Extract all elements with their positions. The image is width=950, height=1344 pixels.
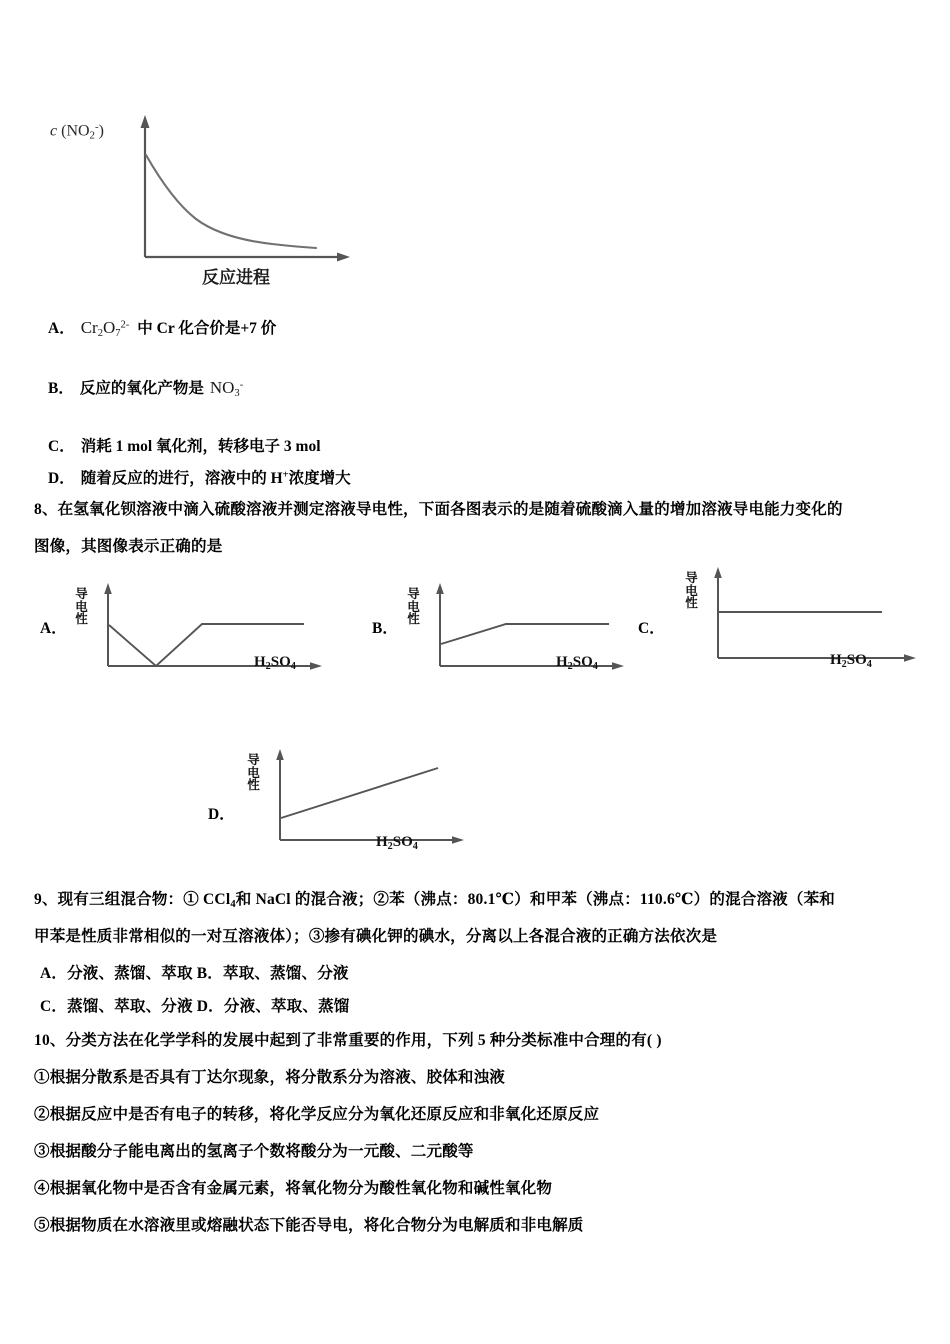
q8-option-b-y-axis-label: 导 电 性	[407, 587, 420, 626]
q8-number: 8、	[34, 501, 58, 518]
q9-options-row2[interactable]	[40, 995, 349, 1018]
q8-stem-line1-text: 在氢氧化钡溶液中滴入硫酸溶液并测定溶液导电性，下面各图表示的是随着硫酸滴入量的增加溶液导电能力变化的	[57, 501, 843, 518]
q8-option-b-x-axis-label: $H_2SO_4$	[556, 654, 598, 673]
q9-stem-line1	[34, 888, 835, 913]
figure1-y-axis-label-sub: 2	[89, 129, 95, 142]
q8b-y-axis-arrowhead	[436, 583, 444, 594]
q7-option-a-label: A．	[48, 320, 75, 337]
q8b-x-axis-arrowhead	[612, 662, 624, 670]
q8-option-c-x-axis-label: $H_2SO_4$	[830, 652, 872, 671]
q10-stem	[34, 1029, 662, 1052]
q8b-conductivity-curve	[441, 624, 609, 644]
q8-stem-line1	[34, 498, 843, 521]
q8d-x-axis-arrowhead	[452, 836, 464, 844]
q7-option-d-text-before: 随着反应的进行，溶液中的 H	[80, 470, 283, 487]
figure1-y-axis-arrowhead	[141, 115, 150, 128]
q8-option-c-y-axis-label: 导 电 性	[685, 571, 698, 610]
q7-option-c-text: 消耗 1 mol 氧化剂，转移电子 3 mol	[80, 438, 321, 455]
q8-option-a-plot-area	[94, 578, 334, 688]
q7-option-b-formula: $NO_3^-$	[209, 378, 244, 400]
q7-option-d-text-sup: +	[282, 469, 289, 481]
q9-options-row1-text: A．分液、蒸馏、萃取 B．萃取、蒸馏、分液	[40, 965, 349, 982]
q8-option-b-figure[interactable]	[368, 572, 628, 692]
q7-option-a[interactable]	[48, 316, 276, 339]
figure1-x-axis-label: 反应进程	[202, 268, 270, 287]
q10-item-5-text: ⑤根据物质在水溶液里或熔融状态下能否导电，将化合物分为电解质和非电解质	[34, 1217, 584, 1234]
q7-option-a-text: 中 Cr 化合价是+7 价	[137, 320, 277, 337]
q10-item-4	[34, 1177, 552, 1200]
q10-item-2	[34, 1103, 599, 1126]
q8-option-b-label: B．	[372, 620, 398, 637]
figure1-decay-curve	[146, 155, 316, 248]
figure1-y-axis-label-sup: -	[94, 121, 99, 133]
figure1-y-axis-label-close: )	[98, 122, 104, 140]
q10-item-1	[34, 1066, 505, 1089]
q8-option-b-plot-area	[426, 578, 641, 688]
q10-item-3	[34, 1140, 474, 1163]
q8-option-a-label: A．	[40, 620, 67, 637]
q10-item-2-text: ②根据反应中是否有电子的转移，将化学反应分为氧化还原反应和非氧化还原反应	[34, 1106, 600, 1123]
q8-option-d-x-axis-label: $H_2SO_4$	[376, 834, 418, 853]
figure1-y-axis-label	[50, 121, 104, 141]
q9-ccl4-subscript: 4	[230, 898, 236, 910]
q8-option-c-figure[interactable]	[634, 562, 934, 697]
q7-option-d[interactable]	[48, 466, 351, 488]
q10-item-3-text: ③根据酸分子能电离出的氢离子个数将酸分为一元酸、二元酸等	[34, 1143, 474, 1160]
q9-stem-line1-a: 现有三组混合物：① CCl	[57, 891, 231, 908]
q9-stem-line1-b: 和 NaCl 的混合液；②苯（沸点：80.1℃）和甲苯（沸点：110.6℃）的混合溶液（苯和	[235, 891, 835, 908]
q8a-y-axis-arrowhead	[104, 583, 112, 594]
q7-option-c[interactable]	[48, 434, 321, 456]
q10-number: 10、	[34, 1032, 66, 1049]
figure-no2-concentration-decay	[50, 105, 380, 300]
q7-option-d-text-after: 浓度增大	[288, 470, 351, 487]
q9-options-row2-text: C．蒸馏、萃取、分液 D．分液、萃取、蒸馏	[40, 998, 350, 1015]
q8d-conductivity-curve	[281, 768, 438, 818]
q7-option-c-label: C．	[48, 438, 75, 455]
q9-stem-line2	[34, 925, 717, 948]
q9-options-row1[interactable]	[40, 962, 349, 985]
q10-stem-text: 分类方法在化学学科的发展中起到了非常重要的作用，下列 5 种分类标准中合理的有( )	[65, 1032, 662, 1049]
q8c-y-axis-arrowhead	[714, 567, 722, 578]
q7-option-b-text: 反应的氧化产物是	[79, 380, 204, 397]
q8-option-a-x-axis-label: $H_2SO_4$	[254, 654, 296, 673]
q8c-x-axis-arrowhead	[904, 654, 916, 662]
q7-option-b-label: B．	[48, 380, 74, 397]
q9-stem-line2-text: 甲苯是性质非常相似的一对互溶液体）；③掺有碘化钾的碘水，分离以上各混合液的正确方法依次是	[34, 928, 718, 945]
q8-option-c-plot-area	[704, 564, 944, 682]
q10-item-4-text: ④根据氧化物中是否含有金属元素，将氧化物分为酸性氧化物和碱性氧化物	[34, 1180, 553, 1197]
q7-option-a-formula: $Cr_2O_7^{2-}$	[80, 318, 130, 340]
q10-item-5	[34, 1214, 584, 1237]
figure1-x-axis-arrowhead	[337, 253, 350, 262]
q7-option-b[interactable]	[48, 376, 243, 399]
q8d-y-axis-arrowhead	[276, 749, 284, 760]
q8-stem-line2-text: 图像，其图像表示正确的是	[34, 538, 223, 555]
q7-option-d-label: D．	[48, 470, 75, 487]
q8-stem-line2	[34, 535, 222, 558]
q9-number: 9、	[34, 891, 58, 908]
q8-option-d-y-axis-label: 导 电 性	[247, 753, 260, 792]
figure1-y-axis-label-body: (NO	[57, 122, 90, 140]
q10-item-1-text: ①根据分散系是否具有丁达尔现象，将分散系分为溶液、胶体和浊液	[34, 1069, 506, 1086]
q8-option-d-figure[interactable]	[200, 744, 500, 879]
q8-option-d-label: D．	[208, 806, 235, 823]
q8-option-a-figure[interactable]	[36, 572, 336, 692]
q8-option-c-label: C．	[638, 620, 665, 637]
figure1-y-axis-label-prefix: c	[50, 122, 58, 140]
q8a-x-axis-arrowhead	[310, 662, 322, 670]
q8-option-a-y-axis-label: 导 电 性	[75, 587, 88, 626]
